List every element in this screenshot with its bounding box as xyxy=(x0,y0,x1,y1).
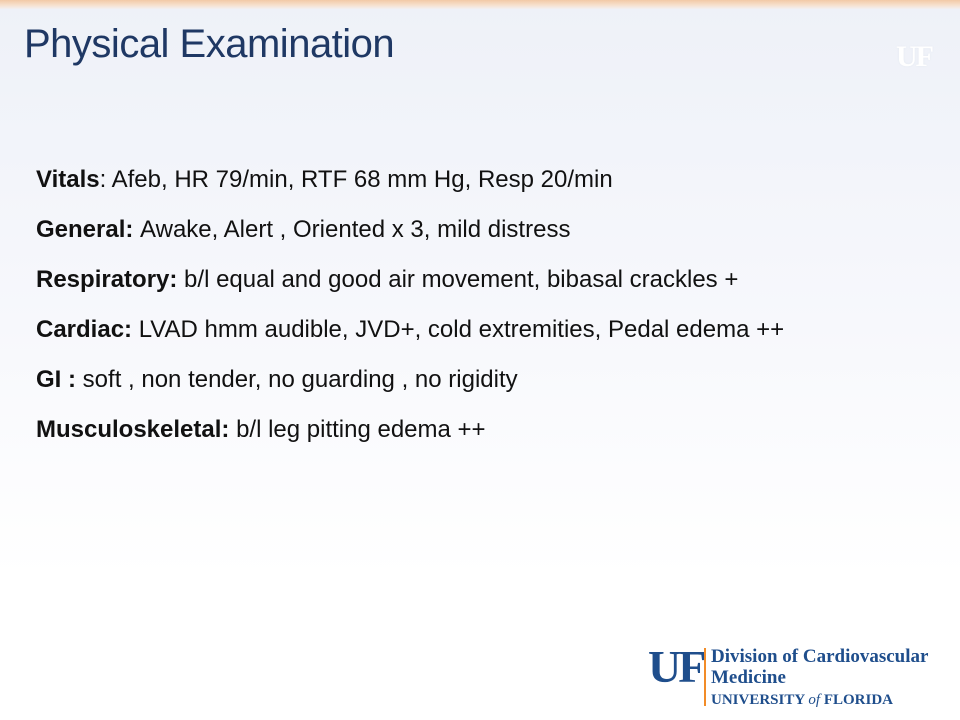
top-accent-band xyxy=(0,0,960,9)
exam-value: : Afeb, HR 79/min, RTF 68 mm Hg, Resp 20/min xyxy=(99,166,613,193)
exam-value: b/l equal and good air movement, bibasal crackles + xyxy=(184,266,739,293)
uf-logo: UF xyxy=(648,641,704,692)
exam-row-cardiac xyxy=(36,312,936,362)
exam-value: Awake, Alert , Oriented x 3, mild distress xyxy=(140,216,571,243)
university-name xyxy=(711,691,893,709)
division-name: Division of Cardiovascular xyxy=(711,646,929,667)
exam-value: b/l leg pitting edema ++ xyxy=(236,416,486,443)
exam-list xyxy=(36,162,936,462)
division-name-line2: Medicine xyxy=(711,667,786,688)
exam-value: soft , non tender, no guarding , no rigidity xyxy=(82,366,518,393)
exam-label: Vitals xyxy=(36,166,100,193)
exam-row-vitals xyxy=(36,162,936,212)
exam-label: GI : xyxy=(36,366,83,393)
university-name-post: FLORIDA xyxy=(820,692,893,708)
slide-title: Physical Examination xyxy=(24,22,395,66)
exam-row-gi xyxy=(36,362,936,412)
exam-row-musculoskeletal xyxy=(36,412,936,462)
exam-label: Respiratory: xyxy=(36,266,185,293)
exam-label: General: xyxy=(36,216,141,243)
exam-label: Cardiac: xyxy=(36,316,139,343)
exam-label: Musculoskeletal: xyxy=(36,416,237,443)
exam-row-respiratory xyxy=(36,262,936,312)
university-name-of: of xyxy=(808,692,821,708)
exam-value: LVAD hmm audible, JVD+, cold extremities, Pedal edema ++ xyxy=(138,316,785,343)
exam-row-general xyxy=(36,212,936,262)
signature-divider xyxy=(704,648,706,706)
uf-division-signature xyxy=(648,641,948,710)
university-name-pre: UNIVERSITY xyxy=(711,692,809,708)
uf-watermark-logo: UF xyxy=(896,40,932,73)
